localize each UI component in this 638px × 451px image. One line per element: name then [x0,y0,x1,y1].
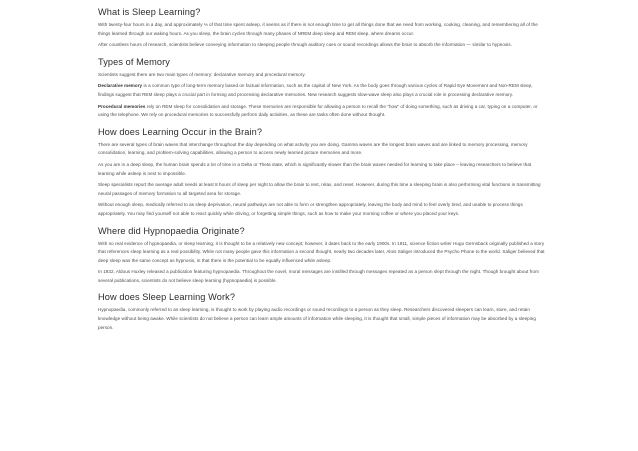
section-what-is-sleep-learning [98,6,546,50]
paragraph: With no real evidence of hypnopaedia, or sleep learning, it is thought to be a relatively new concept; however, it dates back to the early 1900s. In 1911, science fiction writer Hugo Gernsback originally published a story that references sleep learning as a real possibility. While not many people gave this information a second thought, nearly two decades later, Alois Saliger introduced the Psycho Phone to the world. Saliger believed that deep sleep was the same concept as hypnosis, in that there is the potential to be equally influenced while asleep. [98,240,545,263]
paragraph-text: rely on REM sleep for consolidation and storage. These memories are responsible for allowing a person to recall the "how" of doing something, such as driving a car, typing on a computer, or using the telephone. We rely on procedural memories to successfully perform daily activities, as these are tasks often done without thought. [98,103,538,118]
paragraph: Sleep specialists report the average adult needs at least 8 hours of sleep per night to allow the brain to rest, relax, and reset. However, during this time a sleeping brain is also performing vital functions in transmitting neural passages of memory formation to all targeted area for storage. [98,182,541,196]
paragraph-procedural-memory [98,103,546,120]
paragraph: Scientists suggest there are two main types of memory: declarative memory and procedural memory. [98,71,306,77]
paragraph-declarative-memory [98,82,546,99]
section-heading: How does Learning Occur in the Brain? [98,126,263,137]
section-heading: Where did Hypnopaedia Originate? [98,225,245,236]
section-heading: How does Sleep Learning Work? [98,292,236,303]
section-heading: What is Sleep Learning? [98,7,201,17]
article [98,6,546,332]
section-hypnopaedia-origin [98,225,546,286]
paragraph: Without enough sleep, medically referred to as sleep deprivation, neural pathways are not able to form or strengthen appropriately, leaving the body and mind to feel overly tired, and unable to process things appropriately. You may find yourself not able to react quickly while driving, or forgetting simple things, such as how to make your morning coffee or where you placed your keys. [98,202,523,216]
paragraph: In 1932, Aldous Huxley released a publication featuring hypnopaedia. Throughout the novel, moral messages are instilled through messages repeated as a person slept through the night. Though brought about from several publications, scientists do not believe sleep learning (hypnopaedia) is possible. [98,269,539,283]
paragraph: Hypnopaedia, commonly referred to as sleep learning, is thought to work by playing audio recordings or sound recordings to a person as they sleep. Researchers discovered sleepers can learn, store, and retain knowledge without being awake. While scientists do not believe a person can learn ample amounts of information while sleeping, it is thought that small, simple pieces of information may be absorbed by a sleeping person. [98,307,536,330]
section-types-of-memory [98,56,546,120]
paragraph-text: is a common type of long-term memory based on factual information, such as the capital of New York. As the body goes through various cycles of Rapid Eye Movement and Non-REM sleep, findings suggest that REM sleep plays a crucial part in forming and processing declarative memories. New research suggests slow-wave sleep also plays a crucial role in processing declarative memory. [98,83,533,97]
section-learning-in-brain [98,126,546,219]
term-declarative-memory: Declarative memory [98,83,143,89]
term-procedural-memories: Procedural memories [98,103,146,109]
paragraph: As you are in a deep sleep, the human brain spends a lot of time in a Delta or Theta state, which is significantly slower than the brain waves needed for learning to take place – leaving researchers to believe that learning while asleep is next to impossible. [98,161,532,176]
paragraph: There are several types of brain waves that interchange throughout the day depending on what activity you are doing. Gamma waves are the longest brain waves and are linked to memory processing, memory consolidation, learning, and problem-solving capabilities, allowing a person to access newly learned picture memories and more. [98,141,528,156]
paragraph: With twenty-four hours in a day, and approximately ⅓ of that time spent asleep, it seems as if there is not enough time to get all things done that we need from working, cooking, cleaning, and remembering all of the things learned through our waking hours. As you sleep, the brain cycles through many phases of NREM deep sleep and REM sleep, where dreams occur. [98,22,538,36]
section-heading: Types of Memory [98,56,170,67]
section-how-sleep-learning-works [98,291,546,332]
paragraph: After countless hours of research, scientists believe conveying information to sleeping people through auditory cues or sound recordings allows the brain to absorb the information — similar to hypnosis. [98,42,512,48]
